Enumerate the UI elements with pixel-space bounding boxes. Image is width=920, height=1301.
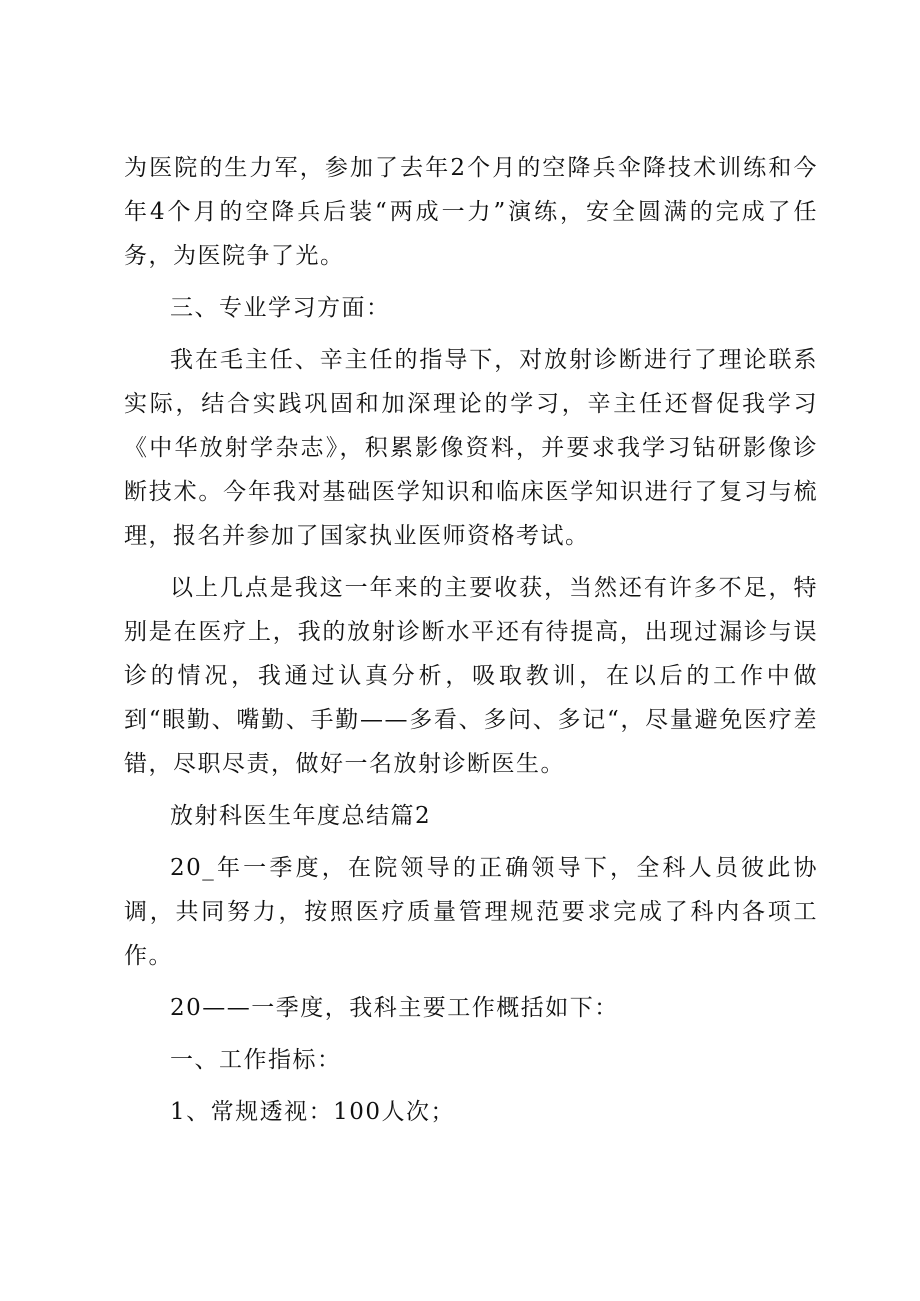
- paragraph-study: 我在毛主任、辛主任的指导下，对放射诊断进行了理论联系实际，结合实践巩固和加深理论的学习，辛主任还督促我学习《中华放射学杂志》，积累影像资料，并要求我学习钻研影像诊断技术。今年我对基础医学知识和临床医学知识进行了复习与梳理，报名并参加了国家执业医师资格考试。: [124, 347, 818, 549]
- section-heading-professional-study: 三、专业学习方面：: [170, 295, 391, 321]
- paragraph-summary: 以上几点是我这一年来的主要收获，当然还有许多不足，特别是在医疗上，我的放射诊断水平还有待提高，出现过漏诊与误诊的情况，我通过认真分析，吸取教训，在以后的工作中做到“眼勤、嘴勤、手勤——多看、多问、多记“，尽量避免医疗差错，尽职尽责，做好一名放射诊断医生。: [124, 575, 818, 777]
- paragraph-quarter-overview: 20——一季度，我科主要工作概括如下：: [170, 995, 619, 1021]
- paragraph-quarter-intro: 20_年一季度，在院领导的正确领导下，全科人员彼此协调，共同努力，按照医疗质量管理规范要求完成了科内各项工作。: [124, 855, 818, 969]
- paragraph-continued: 为医院的生力军，参加了去年2个月的空降兵伞降技术训练和今年4个月的空降兵后装“两成一力”演练，安全圆满的完成了任务，为医院争了光。: [124, 155, 818, 269]
- list-item-routine-fluoroscopy: 1、常规透视：100人次；: [170, 1099, 456, 1125]
- document-body: [124, 146, 818, 1134]
- article-title: 放射科医生年度总结篇2: [170, 803, 432, 829]
- section-heading-work-indicators: 一、工作指标：: [170, 1047, 342, 1073]
